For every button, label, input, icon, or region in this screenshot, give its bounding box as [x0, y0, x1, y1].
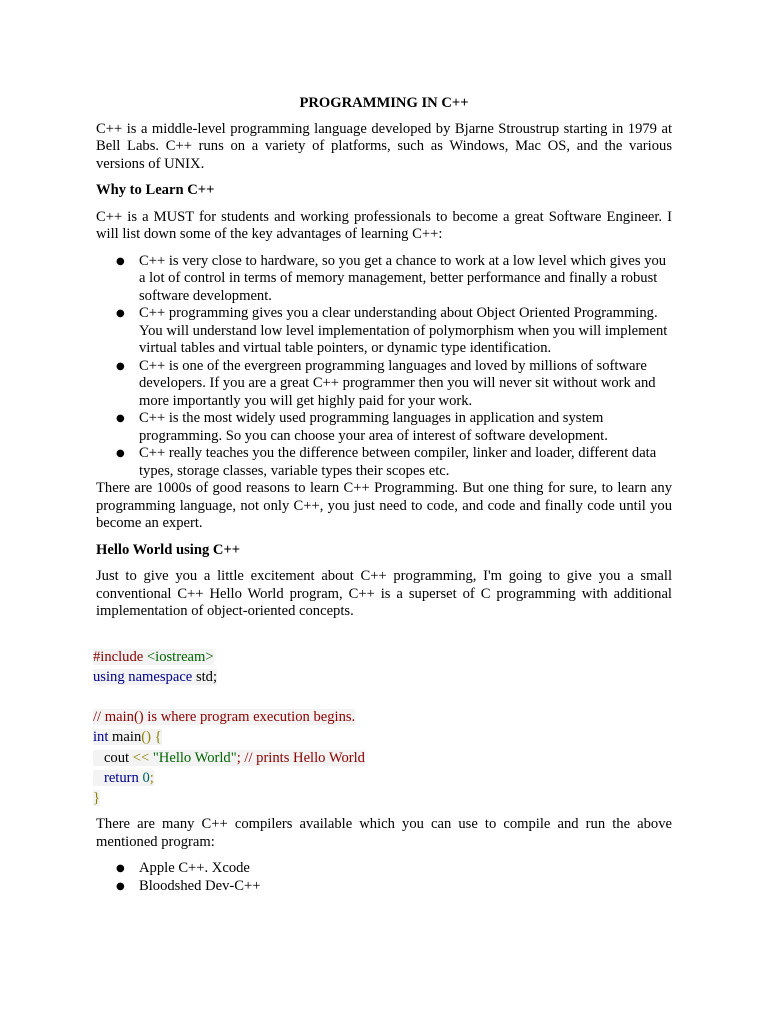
code-include-header: <iostream>: [146, 648, 214, 665]
list-item-text: Bloodshed Dev-C++: [139, 877, 261, 894]
code-line-include: [93, 647, 672, 667]
intro-paragraph: C++ is a middle-level programming language developed by Bjarne Stroustrup starting in 1979 at Bell Labs. C++ runs on a variety of platforms, such as Windows, Mac OS, and the various versions of UNIX.: [96, 120, 672, 172]
code-block: [93, 647, 672, 809]
code-line-cout: [93, 748, 672, 768]
code-line-return: [93, 768, 672, 788]
code-text: main: [108, 729, 142, 746]
list-item: [96, 305, 672, 358]
code-line-main: [93, 727, 672, 747]
why-learn-paragraph: C++ is a MUST for students and working professionals to become a great Software Engineer. I will list down some of the key advantages of learning C++:: [96, 208, 672, 242]
compilers-list: [96, 860, 672, 895]
bullet-icon: ●: [116, 308, 125, 319]
list-item: [96, 445, 672, 480]
bullet-icon: ●: [116, 863, 125, 875]
bullet-icon: ●: [116, 448, 125, 459]
bullet-icon: ●: [116, 413, 125, 424]
page-title: PROGRAMMING IN C++: [299, 95, 469, 111]
code-blank-line: [93, 687, 672, 707]
code-keyword: using namespace: [93, 668, 193, 685]
hello-world-paragraph: Just to give you a little excitement about C++ programming, I'm going to give you a small conventional C++ Hello World program, C++ is a superset of C programming with additional implementation of object-oriented concepts.: [96, 568, 672, 619]
code-comment: // prints Hello World: [244, 749, 365, 766]
code-punctuation: ;: [149, 769, 154, 786]
list-item: [96, 878, 672, 896]
list-item-text: C++ programming gives you a clear understanding about Object Oriented Programming. You will understand low level implementation of polymorphism when you will implement virtual tables and virtual table pointers, or dynamic type identification.: [139, 305, 668, 356]
advantages-list: [96, 253, 672, 481]
compilers-paragraph: There are many C++ compilers available which you can use to compile and run the above mentioned program:: [96, 816, 672, 850]
code-punctuation: ;: [236, 749, 245, 766]
code-string: "Hello World": [152, 749, 237, 766]
code-preprocessor: #include: [93, 648, 147, 665]
hello-world-heading: Hello World using C++: [96, 541, 241, 558]
list-item-text: Apple C++. Xcode: [139, 860, 250, 877]
list-item: [96, 253, 672, 306]
list-item-text: C++ is one of the evergreen programming languages and loved by millions of software developers. If you are a great C++ programmer then you will never sit without work and more importantly you will get highly paid for your work.: [139, 357, 656, 409]
code-line-close: [93, 788, 672, 808]
code-keyword: int: [93, 729, 109, 746]
code-operator: <<: [132, 749, 153, 766]
list-item-text: C++ really teaches you the difference between compiler, linker and loader, different data types, storage classes, variable types their scopes etc.: [139, 445, 657, 479]
bullet-icon: ●: [116, 360, 125, 372]
code-comment: // main() is where program execution begins.: [93, 709, 356, 726]
list-item: [96, 860, 672, 878]
bullet-icon: ●: [116, 255, 125, 267]
list-item-text: C++ is very close to hardware, so you get a chance to work at a low level which gives you a lot of control in terms of memory management, better performance and finally a robust software development.: [139, 252, 667, 304]
code-text: std;: [192, 668, 218, 685]
code-keyword: return: [103, 769, 139, 786]
code-text: cout: [93, 749, 133, 766]
code-text: [93, 770, 104, 786]
code-number: 0: [142, 769, 150, 786]
reasons-paragraph: There are 1000s of good reasons to learn C++ Programming. But one thing for sure, to learn any programming language, not only C++, you just need to code, and code and finally code until you become an expert.: [96, 480, 672, 531]
code-line-using: [93, 667, 672, 687]
bullet-icon: ●: [116, 880, 125, 892]
code-punctuation: }: [93, 789, 101, 806]
document-body: [93, 95, 672, 895]
why-learn-heading: Why to Learn C++: [96, 182, 215, 198]
list-item: [96, 358, 672, 411]
code-line-comment: [93, 707, 672, 727]
code-punctuation: () {: [141, 729, 162, 746]
list-item-text: C++ is the most widely used programming languages in application and system programming. So you can choose your area of interest of software development.: [139, 410, 608, 444]
list-item: [96, 410, 672, 445]
